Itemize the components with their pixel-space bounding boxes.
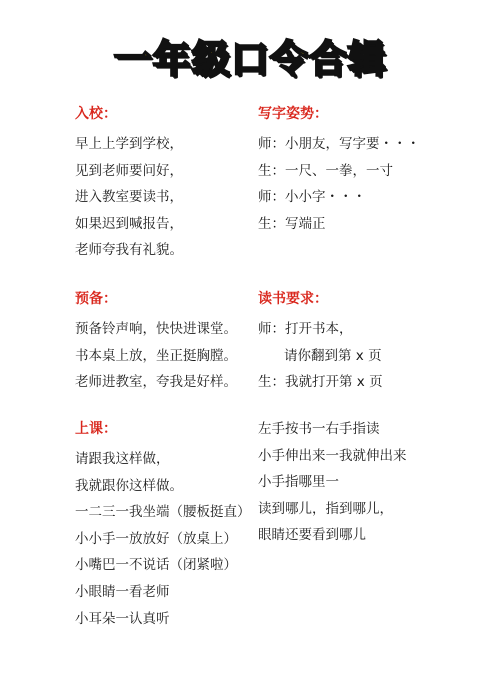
text-line: 小嘴巴一不说话（闭紧啦） [75,557,237,574]
page-title: 一年级口令合辑 [113,37,387,81]
text-line: 小手伸出来一我就伸出来 [258,447,407,464]
text-line: 老师夸我有礼貌。 [75,242,183,259]
text-line: 读到哪儿，指到哪儿， [258,500,393,517]
section-heading: 上课： [75,421,117,437]
text-line: 师：小朋友，写字要・・・ [258,136,420,152]
text-line: 小眼睛一看老师 [75,583,170,600]
section-prepare [75,289,237,396]
text-line: 请你翻到第 x 页 [284,347,382,364]
text-line: 左手按书一右手指读 [258,421,380,437]
text-line: 生：写端正 [258,215,326,232]
section-heading: 读书要求： [258,291,328,307]
section-heading: 写字姿势： [258,106,328,122]
text-line: 一二三一我坐端（腰板挺直） [75,504,251,521]
section-enter-school [75,104,183,264]
text-line: 见到老师要问好， [75,162,183,179]
text-line: 师：打开书本， [258,321,353,337]
text-line: 师：小小字・・・ [258,189,366,206]
text-line: 我就跟你这样做。 [75,477,183,494]
section-reading-requirements [258,289,383,396]
text-line: 早上上学到学校， [75,136,183,152]
text-line: 小耳朵一认真听 [75,610,170,627]
text-line: 小手指哪里一 [258,474,339,491]
text-line: 进入教室要读书， [75,189,183,206]
text-line: 书本桌上放，坐正挺胸膛。 [75,347,237,364]
section-writing-posture [258,104,420,237]
text-line: 小小手一放放好（放桌上） [75,530,237,547]
text-line: 生：我就打开第 x 页 [258,374,383,391]
title-container [0,28,500,83]
section-heading: 预备： [75,291,117,307]
text-line: 预备铃声响，快快进课堂。 [75,321,237,337]
section-class-start [75,419,251,632]
text-line: 眼睛还要看到哪儿 [258,527,366,544]
text-line: 如果迟到喊报告， [75,215,183,232]
text-line: 老师进教室，夸我是好样。 [75,374,237,391]
text-line: 请跟我这样做， [75,451,170,467]
text-line: 生：一尺、一拳，一寸 [258,162,393,179]
section-heading: 入校： [75,106,117,122]
section-reading-gestures [258,416,407,549]
